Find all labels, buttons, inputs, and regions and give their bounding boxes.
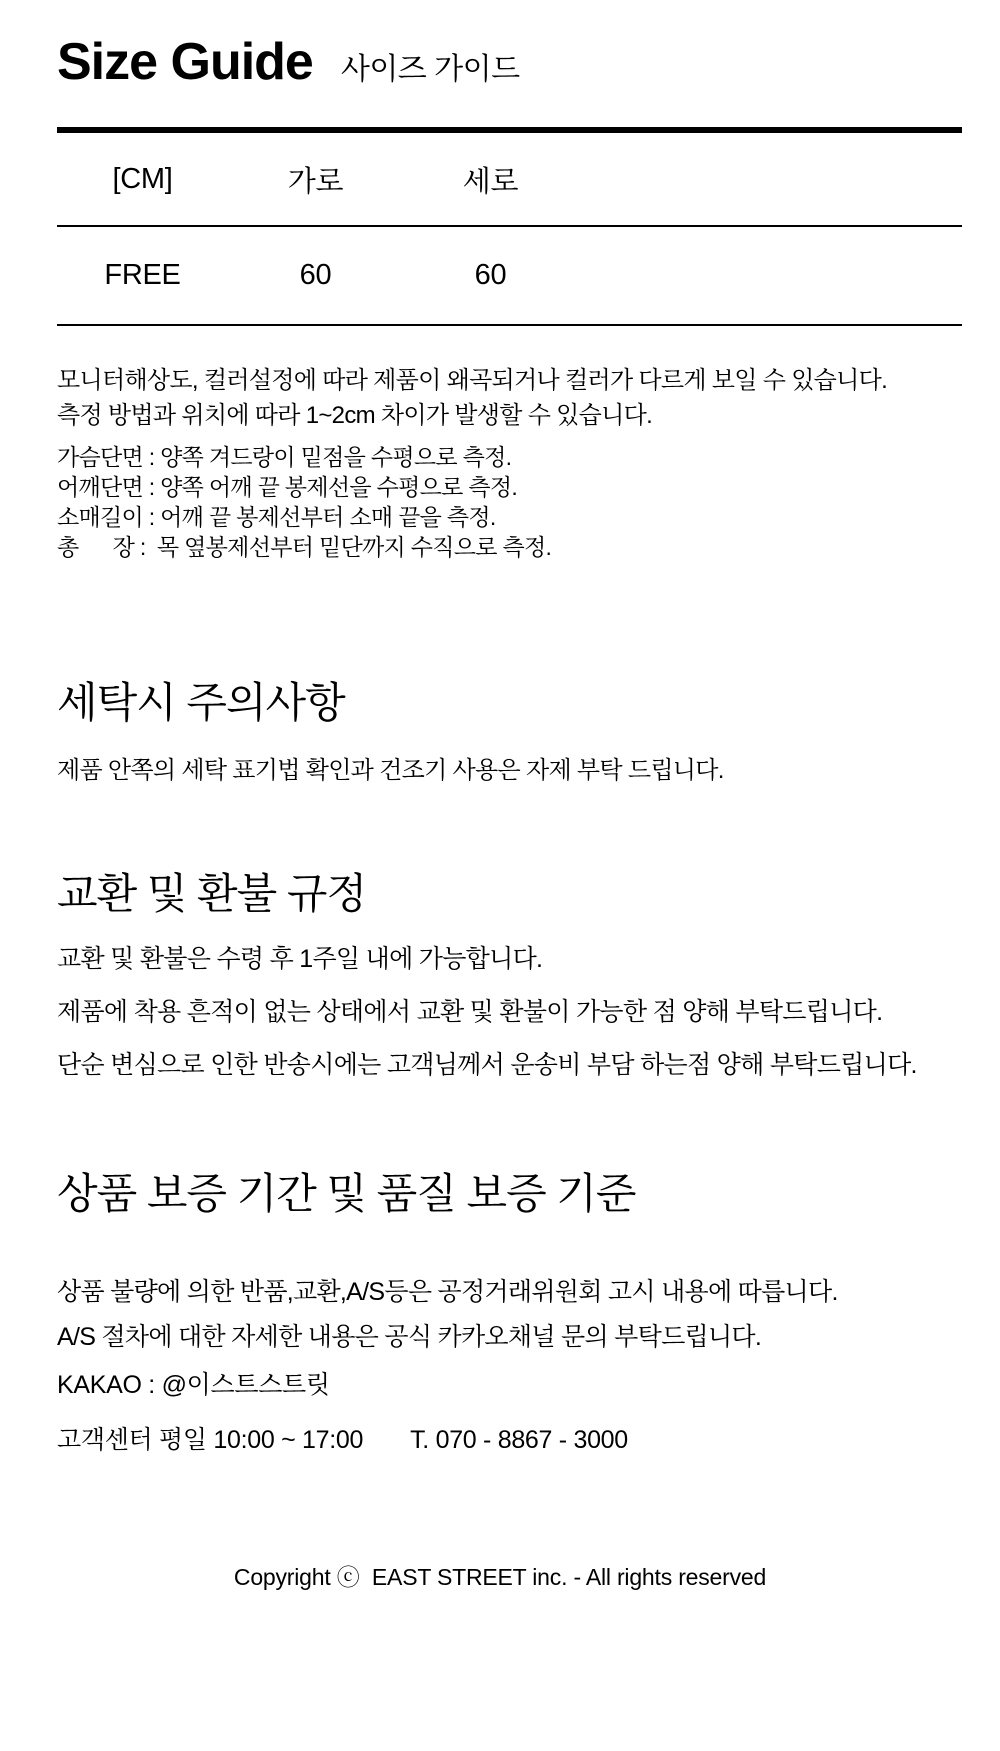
sleeve-measure-line: 소매길이 : 어깨 끝 봉제선부터 소매 끝을 측정. <box>57 504 496 530</box>
disclaimer-measure-line: 측정 방법과 위치에 따라 1~2cm 차이가 발생할 수 있습니다. <box>57 402 653 429</box>
customer-center-hours: 고객센터 평일 10:00 ~ 17:00 <box>57 1426 364 1454</box>
exchange-policy-line-1: 교환 및 환불은 수령 후 1주일 내에 가능합니다. <box>57 945 543 973</box>
display-disclaimer <box>57 363 962 433</box>
warranty-policy-line-2: A/S 절차에 대한 자세한 내용은 공식 카카오채널 문의 부탁드립니다. <box>57 1323 762 1351</box>
unit-header-cell: [CM] <box>112 162 173 195</box>
size-name-cell: FREE <box>104 259 181 291</box>
height-value-cell: 60 <box>474 259 507 291</box>
empty-cell <box>578 226 962 325</box>
exchange-section-heading: 교환 및 환불 규정 <box>57 870 367 917</box>
washing-section-heading: 세탁시 주의사항 <box>57 679 345 726</box>
disclaimer-monitor-line: 모니터해상도, 컬러설정에 따라 제품이 왜곡되거나 컬러가 다르게 보일 수 있습니다. <box>57 367 888 394</box>
chest-measure-line: 가슴단면 : 양쪽 겨드랑이 밑점을 수평으로 측정. <box>57 444 512 470</box>
customer-center-line <box>57 1424 962 1456</box>
page-subtitle: 사이즈 가이드 <box>340 53 520 86</box>
col-header-empty <box>578 130 962 226</box>
width-value-cell: 60 <box>299 259 332 291</box>
exchange-policy-line-2: 제품에 착용 흔적이 없는 상태에서 교환 및 환불이 가능한 점 양해 부탁드립니다. <box>57 998 883 1026</box>
kakao-contact-line: KAKAO : @이스트스트릿 <box>57 1371 330 1399</box>
size-table-row-free <box>57 226 962 325</box>
total-length-measure-line: 총 장 : 목 옆봉제선부터 밑단까지 수직으로 측정. <box>57 534 552 560</box>
size-table <box>57 127 962 326</box>
washing-section <box>57 679 962 788</box>
customer-center-phone: T. 070 - 8867 - 3000 <box>410 1426 628 1454</box>
measurement-guide <box>57 442 962 562</box>
size-table-header-row <box>57 130 962 226</box>
shoulder-measure-line: 어깨단면 : 양쪽 어깨 끝 봉제선을 수평으로 측정. <box>57 474 518 500</box>
warranty-section <box>57 1170 962 1456</box>
col-header-width: 가로 <box>287 165 344 198</box>
page-header <box>57 32 962 92</box>
warranty-section-heading: 상품 보증 기간 및 품질 보증 기준 <box>57 1170 636 1217</box>
exchange-refund-section <box>57 870 962 1082</box>
copyright-notice: Copyright ⓒ EAST STREET inc. - All rights reserved <box>233 1564 767 1590</box>
exchange-policy-line-3: 단순 변심으로 인한 반송시에는 고객님께서 운송비 부담 하는점 양해 부탁드립니다. <box>57 1051 917 1079</box>
col-header-height: 세로 <box>462 165 519 198</box>
page-title: Size Guide <box>57 33 313 91</box>
washing-notice-line: 제품 안쪽의 세탁 표기법 확인과 건조기 사용은 자제 부탁 드립니다. <box>57 757 724 784</box>
warranty-policy-line-1: 상품 불량에 의한 반품,교환,A/S등은 공정거래위원회 고시 내용에 따릅니다. <box>57 1278 838 1306</box>
